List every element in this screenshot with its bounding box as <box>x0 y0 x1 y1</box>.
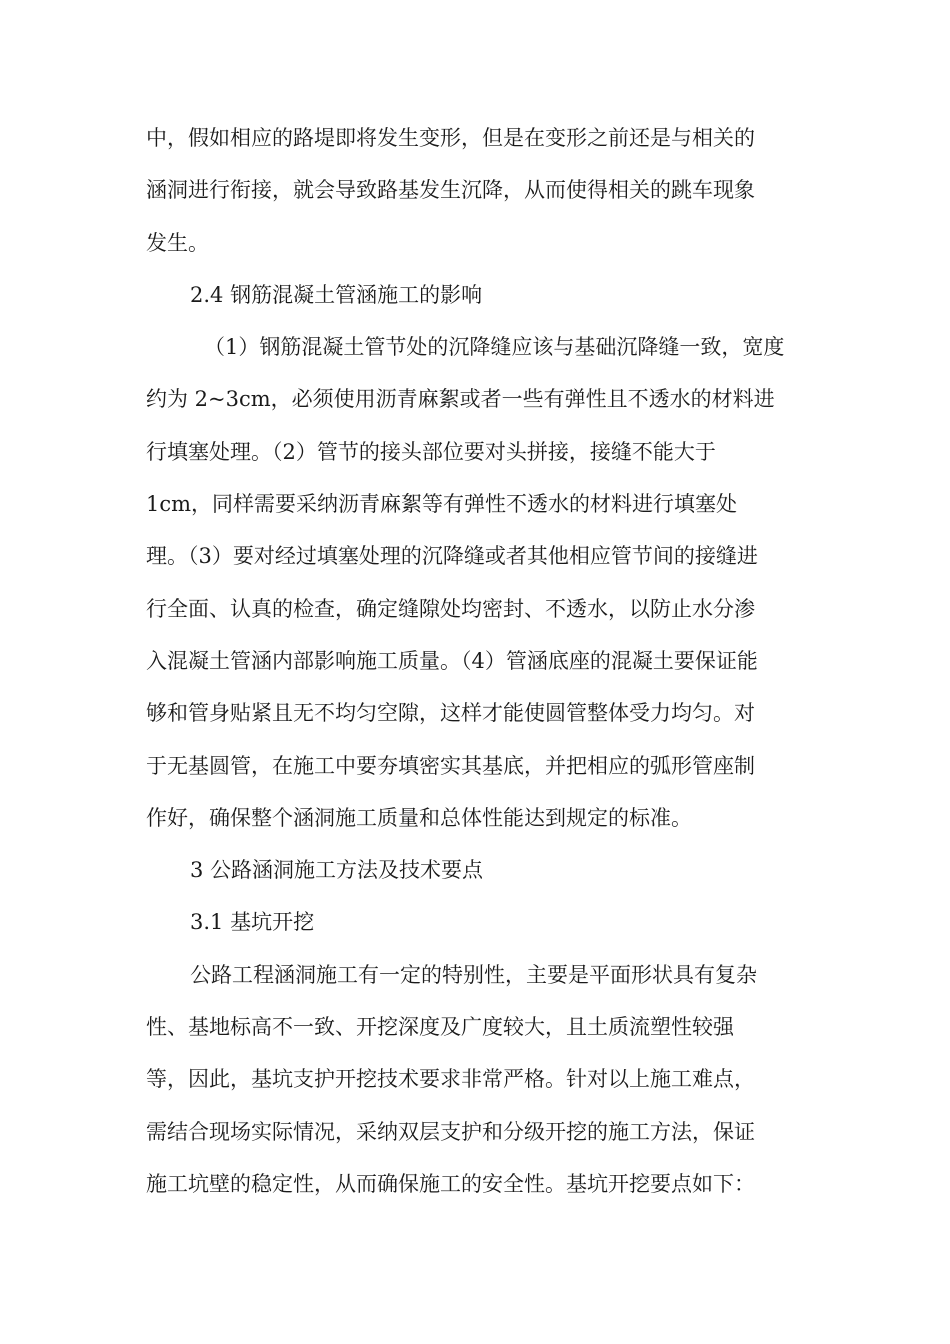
text-line: （1）钢筋混凝土管节处的沉降缝应该与基础沉降缝一致，宽度 <box>204 335 785 360</box>
text-line: 中，假如相应的路堤即将发生变形，但是在变形之前还是与相关的 <box>146 126 755 150</box>
section-heading-3-1: 3.1 基坑开挖 <box>190 910 315 935</box>
text-line: 行填塞处理。（2）管节的接头部位要对头拼接，接缝不能大于 <box>146 439 716 464</box>
text-line: 作好，确保整个涵洞施工质量和总体性能达到规定的标准。 <box>146 805 692 830</box>
document-body <box>146 112 811 1210</box>
text-line: 性、基地标高不一致、开挖深度及广度较大，且土质流塑性较强 <box>146 1015 734 1040</box>
text-line: 施工坑壁的稳定性，从而确保施工的安全性。基坑开挖要点如下： <box>146 1171 755 1196</box>
text-line: 发生。 <box>146 230 209 255</box>
text-line: 公路工程涵洞施工有一定的特别性，主要是平面形状具有复杂 <box>190 962 757 987</box>
text-line: 于无基圆管，在施工中要夯填密实其基底，并把相应的弧形管座制 <box>146 753 755 778</box>
section-heading-2-4: 2.4 钢筋混凝土管涵施工的影响 <box>190 282 483 307</box>
text-line: 约为 2~3cm，必须使用沥青麻絮或者一些有弹性且不透水的材料进 <box>146 387 775 412</box>
text-line: 行全面、认真的检查，确定缝隙处均密封、不透水，以防止水分渗 <box>146 596 755 621</box>
text-line: 涵洞进行衔接，就会导致路基发生沉降，从而使得相关的跳车现象 <box>146 178 755 203</box>
section-heading-3: 3 公路涵洞施工方法及技术要点 <box>190 858 484 883</box>
text-line: 需结合现场实际情况，采纳双层支护和分级开挖的施工方法，保证 <box>146 1119 755 1144</box>
text-line: 1cm，同样需要采纳沥青麻絮等有弹性不透水的材料进行填塞处 <box>146 492 738 517</box>
text-line: 等，因此，基坑支护开挖技术要求非常严格。针对以上施工难点， <box>146 1067 755 1092</box>
text-line: 入混凝土管涵内部影响施工质量。（4）管涵底座的混凝土要保证能 <box>146 648 758 673</box>
text-line: 够和管身贴紧且无不均匀空隙，这样才能使圆管整体受力均匀。对 <box>146 701 755 726</box>
text-line: 理。（3）要对经过填塞处理的沉降缝或者其他相应管节间的接缝进 <box>146 544 758 569</box>
